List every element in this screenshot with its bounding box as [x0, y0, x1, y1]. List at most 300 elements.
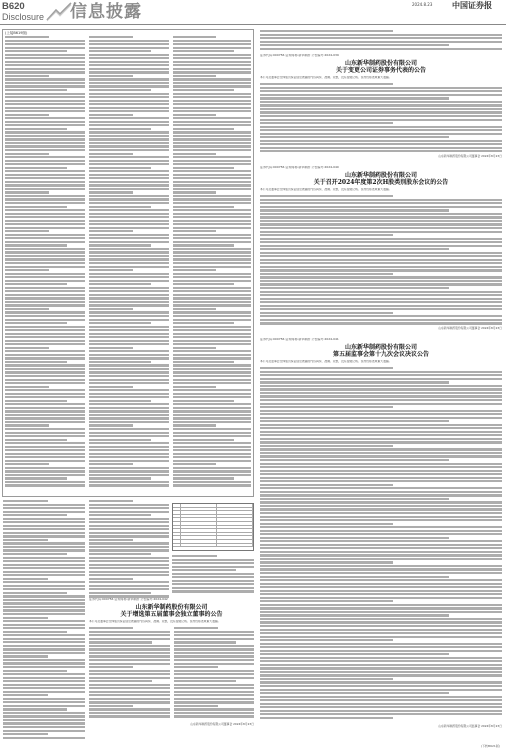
- text-line: [5, 460, 85, 462]
- text-line: [89, 266, 169, 268]
- text-line: [173, 206, 234, 208]
- text-line: [173, 78, 251, 80]
- text-line: [89, 311, 169, 313]
- text-line: [173, 85, 251, 87]
- text-line: [89, 326, 169, 328]
- text-line: [89, 368, 169, 370]
- text-line: [260, 420, 449, 422]
- text-line: [89, 631, 170, 633]
- text-line: [89, 213, 169, 215]
- text-line: [89, 206, 151, 208]
- text-line: [5, 142, 85, 144]
- text-line: [260, 554, 502, 556]
- text-line: [89, 375, 169, 377]
- text-line: [173, 414, 251, 416]
- text-line: [5, 43, 85, 45]
- text-line: [5, 131, 85, 133]
- text-line: [173, 283, 234, 285]
- text-line: [89, 652, 170, 654]
- text-line: [5, 350, 85, 352]
- text-line: [3, 507, 85, 509]
- text-line: [173, 382, 251, 384]
- text-line: [5, 484, 85, 486]
- text-line: [89, 322, 151, 324]
- text-line: [260, 498, 449, 500]
- text-line: [173, 160, 251, 162]
- text-line: [89, 403, 169, 405]
- text-line: [174, 691, 255, 693]
- text-line: [89, 715, 170, 717]
- text-line: [89, 223, 169, 225]
- text-line: [174, 659, 255, 661]
- text-line: [89, 57, 169, 59]
- text-line: [3, 726, 85, 728]
- text-line: [5, 216, 85, 218]
- text-line: [260, 597, 502, 599]
- text-line: [260, 480, 502, 482]
- text-line: [89, 167, 151, 169]
- text-line: [5, 382, 85, 384]
- text-line: [173, 184, 251, 186]
- text-line: [5, 357, 85, 359]
- text-line: [5, 297, 85, 299]
- text-line: [5, 456, 85, 458]
- text-line: [260, 452, 502, 454]
- text-line: [5, 407, 85, 409]
- text-line: [3, 595, 85, 597]
- text-line: [5, 308, 49, 310]
- text-line: [260, 231, 502, 233]
- text-line: [89, 163, 169, 165]
- stock-code-line: 证券代码:000756 证券简称:新华制药 公告编号:2024-039: [260, 54, 339, 57]
- text-line: [260, 516, 502, 518]
- text-line: [5, 379, 85, 381]
- text-line: [89, 237, 169, 239]
- text-line: [173, 343, 251, 345]
- text-line: [260, 245, 502, 247]
- text-line: [5, 138, 85, 140]
- text-line: [260, 392, 502, 394]
- text-line: [172, 590, 254, 592]
- text-line: [173, 153, 216, 155]
- text-line: [173, 167, 234, 169]
- text-line: [173, 202, 251, 204]
- section-title: 信息披露: [70, 2, 142, 22]
- text-line: [5, 442, 85, 444]
- text-line: [5, 145, 85, 147]
- text-line: [89, 340, 169, 342]
- text-line: [173, 435, 251, 437]
- text-line: [173, 354, 251, 356]
- text-line: [260, 371, 502, 373]
- text-line: [5, 347, 49, 349]
- text-line: [174, 631, 255, 633]
- text-line: [260, 508, 502, 510]
- text-line: [89, 379, 169, 381]
- top-right-text: [260, 30, 502, 52]
- text-line: [174, 708, 255, 710]
- text-line: [260, 273, 393, 275]
- text-line: [173, 163, 251, 165]
- text-line: [89, 315, 169, 317]
- text-line: [173, 241, 251, 243]
- text-line: [5, 435, 85, 437]
- text-line: [173, 368, 251, 370]
- text-line: [89, 269, 133, 271]
- text-line: [5, 396, 85, 398]
- text-line: [260, 533, 502, 535]
- text-line: [89, 641, 152, 643]
- text-line: [173, 347, 216, 349]
- text-line: [174, 701, 255, 703]
- text-line: [260, 674, 502, 676]
- text-line: [173, 269, 216, 271]
- text-column-2: [89, 36, 169, 494]
- text-line: [5, 276, 85, 278]
- text-line: [89, 202, 169, 204]
- text-line: [5, 61, 85, 63]
- text-line: [89, 574, 169, 576]
- notice-h-share-meeting: [260, 166, 502, 336]
- text-line: [173, 428, 251, 430]
- text-line: [3, 539, 48, 541]
- text-line: [3, 571, 85, 573]
- text-line: [5, 198, 85, 200]
- text-line: [173, 142, 251, 144]
- text-line: [89, 124, 169, 126]
- text-line: [174, 677, 255, 679]
- text-line: [173, 287, 251, 289]
- text-line: [174, 638, 255, 640]
- text-line: [260, 367, 393, 369]
- text-line: [5, 68, 85, 70]
- text-line: [172, 562, 254, 564]
- swoosh-icon: [46, 2, 72, 22]
- text-line: [89, 255, 169, 257]
- text-line: [173, 371, 251, 373]
- text-line: [174, 715, 255, 717]
- text-line: [5, 135, 85, 137]
- text-line: [260, 699, 502, 701]
- text-line: [260, 477, 502, 479]
- text-line: [89, 294, 169, 296]
- text-line: [89, 191, 133, 193]
- text-line: [173, 424, 216, 426]
- text-line: [173, 145, 251, 147]
- text-line: [5, 424, 49, 426]
- text-line: [260, 150, 502, 152]
- text-line: [173, 89, 234, 91]
- text-line: [89, 297, 169, 299]
- text-line: [89, 698, 170, 700]
- text-line: [89, 241, 169, 243]
- text-line: [173, 223, 251, 225]
- text-line: [89, 371, 169, 373]
- text-line: [5, 160, 85, 162]
- text-line: [89, 414, 169, 416]
- text-line: [260, 512, 502, 514]
- text-line: [5, 163, 85, 165]
- text-line: [3, 715, 85, 717]
- text-line: [5, 85, 85, 87]
- text-line: [260, 455, 502, 457]
- text-line: [5, 340, 85, 342]
- text-line: [174, 641, 237, 643]
- text-line: [5, 195, 85, 197]
- notice-headline: 关于增选第五届董事会独立董事的公告: [120, 610, 223, 618]
- text-line: [174, 680, 237, 682]
- text-line: [89, 248, 169, 250]
- text-line: [260, 301, 502, 303]
- text-line: [89, 40, 169, 42]
- text-line: [89, 160, 169, 162]
- shareholding-table: [172, 503, 254, 551]
- text-line: [3, 514, 67, 516]
- text-line: [3, 581, 85, 583]
- text-line: [5, 248, 85, 250]
- text-line: [89, 220, 169, 222]
- text-line: [89, 386, 133, 388]
- text-line: [260, 551, 502, 553]
- text-line: [5, 177, 85, 179]
- text-line: [89, 638, 170, 640]
- text-line: [5, 75, 49, 77]
- text-line: [89, 149, 169, 151]
- text-line: [89, 467, 169, 469]
- text-line: [260, 129, 502, 131]
- text-line: [5, 220, 85, 222]
- text-line: [5, 432, 85, 434]
- text-line: [3, 624, 85, 626]
- text-line: [3, 525, 85, 527]
- continued-from-label: (上接B619版): [5, 31, 28, 35]
- text-line: [5, 124, 85, 126]
- text-line: [5, 477, 67, 479]
- text-line: [89, 174, 169, 176]
- text-line: [89, 61, 169, 63]
- text-line: [173, 68, 251, 70]
- text-line: [89, 227, 169, 229]
- text-line: [89, 567, 169, 569]
- text-line: [5, 446, 85, 448]
- text-line: [174, 655, 255, 657]
- text-line: [5, 50, 67, 52]
- text-line: [173, 114, 216, 116]
- text-line: [5, 389, 85, 391]
- company-name: 山东新华制药股份有限公司: [344, 60, 417, 67]
- text-line: [173, 138, 251, 140]
- text-line: [5, 237, 85, 239]
- text-line: [173, 177, 251, 179]
- text-line: [260, 441, 502, 443]
- text-line: [89, 308, 133, 310]
- text-line: [173, 96, 251, 98]
- text-line: [3, 553, 67, 555]
- text-line: [89, 634, 170, 636]
- text-line: [260, 565, 502, 567]
- text-line: [89, 301, 169, 303]
- text-line: [89, 251, 169, 253]
- text-line: [173, 340, 251, 342]
- text-line: [5, 110, 85, 112]
- text-line: [173, 304, 251, 306]
- text-line: [173, 110, 251, 112]
- text-line: [5, 417, 85, 419]
- text-line: [89, 549, 169, 551]
- text-line: [173, 156, 251, 158]
- text-line: [173, 357, 251, 359]
- text-line: [260, 213, 502, 215]
- text-line: [89, 470, 169, 472]
- text-line: [173, 174, 251, 176]
- text-line: [89, 209, 169, 211]
- text-line: [173, 439, 234, 441]
- text-line: [89, 319, 169, 321]
- text-line: [260, 34, 502, 36]
- text-line: [89, 283, 151, 285]
- text-line: [89, 364, 169, 366]
- notice-securities-rep: [260, 54, 502, 164]
- text-line: [89, 145, 169, 147]
- text-line: [89, 93, 169, 95]
- text-line: [172, 555, 217, 557]
- text-line: [260, 685, 502, 687]
- text-line: [5, 474, 85, 476]
- text-line: [5, 255, 85, 257]
- continued-to-label: (下转B621版): [480, 744, 500, 748]
- text-line: [173, 135, 251, 137]
- text-line: [3, 645, 85, 647]
- text-line: [260, 438, 502, 440]
- text-line: [260, 431, 502, 433]
- text-line: [89, 481, 169, 483]
- text-line: [260, 664, 502, 666]
- text-line: [89, 43, 169, 45]
- text-line: [173, 421, 251, 423]
- text-line: [172, 580, 254, 582]
- text-line: [173, 361, 234, 363]
- text-line: [173, 107, 251, 109]
- text-line: [173, 216, 251, 218]
- text-line: [5, 82, 85, 84]
- text-line: [260, 713, 502, 715]
- text-line: [173, 47, 251, 49]
- text-line: [89, 463, 133, 465]
- text-line: [89, 432, 169, 434]
- text-line: [260, 238, 502, 240]
- text-line: [173, 251, 251, 253]
- notice-signoff: 山东新华制药股份有限公司董事会 2024年8月23日: [190, 722, 254, 727]
- text-line: [173, 336, 251, 338]
- text-line: [173, 244, 234, 246]
- text-line: [5, 191, 49, 193]
- text-line: [3, 712, 85, 714]
- text-line: [5, 153, 49, 155]
- text-line: [260, 576, 449, 578]
- text-line: [260, 315, 502, 317]
- text-line: [5, 326, 85, 328]
- text-line: [3, 609, 85, 611]
- text-line: [5, 439, 67, 441]
- text-line: [89, 435, 169, 437]
- text-line: [260, 614, 449, 616]
- text-line: [89, 648, 170, 650]
- text-line: [3, 542, 85, 544]
- text-line: [173, 93, 251, 95]
- text-line: [260, 470, 502, 472]
- text-line: [260, 119, 502, 121]
- text-line: [260, 632, 502, 634]
- text-line: [89, 428, 169, 430]
- text-line: [3, 677, 85, 679]
- text-line: [260, 650, 502, 652]
- text-line: [89, 701, 170, 703]
- text-line: [260, 223, 502, 225]
- text-line: [5, 273, 85, 275]
- text-line: [5, 89, 67, 91]
- text-line: [173, 262, 251, 264]
- text-line: [260, 625, 502, 627]
- text-line: [173, 248, 251, 250]
- text-line: [173, 329, 251, 331]
- text-line: [260, 403, 502, 405]
- text-line: [89, 680, 152, 682]
- text-line: [173, 117, 251, 119]
- text-line: [89, 50, 151, 52]
- text-line: [173, 294, 251, 296]
- text-line: [3, 500, 48, 502]
- notice-intro: 本公司及董事会全体成员保证信息披露的内容真实、准确、完整，没有虚假记载、误导性陈述或重大遗漏。: [260, 188, 392, 192]
- text-line: [174, 673, 255, 675]
- text-line: [5, 128, 67, 130]
- text-line: [260, 463, 502, 465]
- text-line: [173, 280, 251, 282]
- company-name: 山东新华制药股份有限公司: [344, 344, 417, 351]
- text-line: [5, 258, 85, 260]
- text-line: [173, 301, 251, 303]
- text-line: [173, 311, 251, 313]
- notice-intro: 本公司及董事会全体成员保证信息披露的内容真实、准确、完整，没有虚假记载、误导性陈述或重大遗漏。: [89, 620, 221, 624]
- text-line: [3, 532, 85, 534]
- text-line: [173, 290, 251, 292]
- text-line: [260, 287, 449, 289]
- text-line: [89, 287, 169, 289]
- text-line: [173, 40, 251, 42]
- text-line: [89, 85, 169, 87]
- text-line: [89, 553, 151, 555]
- text-column-3-lower: [172, 555, 254, 595]
- text-line: [5, 174, 85, 176]
- text-line: [89, 68, 169, 70]
- notice-signoff: 山东新华制药股份有限公司董事会 2024年8月23日: [438, 326, 502, 331]
- text-line: [89, 521, 169, 523]
- text-line: [260, 466, 502, 468]
- text-line: [260, 621, 502, 623]
- text-line: [173, 100, 251, 102]
- text-line: [260, 530, 502, 532]
- text-line: [260, 126, 502, 128]
- text-line: [260, 319, 502, 321]
- text-line: [260, 133, 502, 135]
- text-column-1-lower: [3, 500, 85, 742]
- text-line: [89, 670, 170, 672]
- text-line: [5, 188, 85, 190]
- text-line: [260, 643, 502, 645]
- text-line: [89, 564, 169, 566]
- text-line: [260, 424, 502, 426]
- text-line: [5, 481, 85, 483]
- text-line: [3, 631, 67, 633]
